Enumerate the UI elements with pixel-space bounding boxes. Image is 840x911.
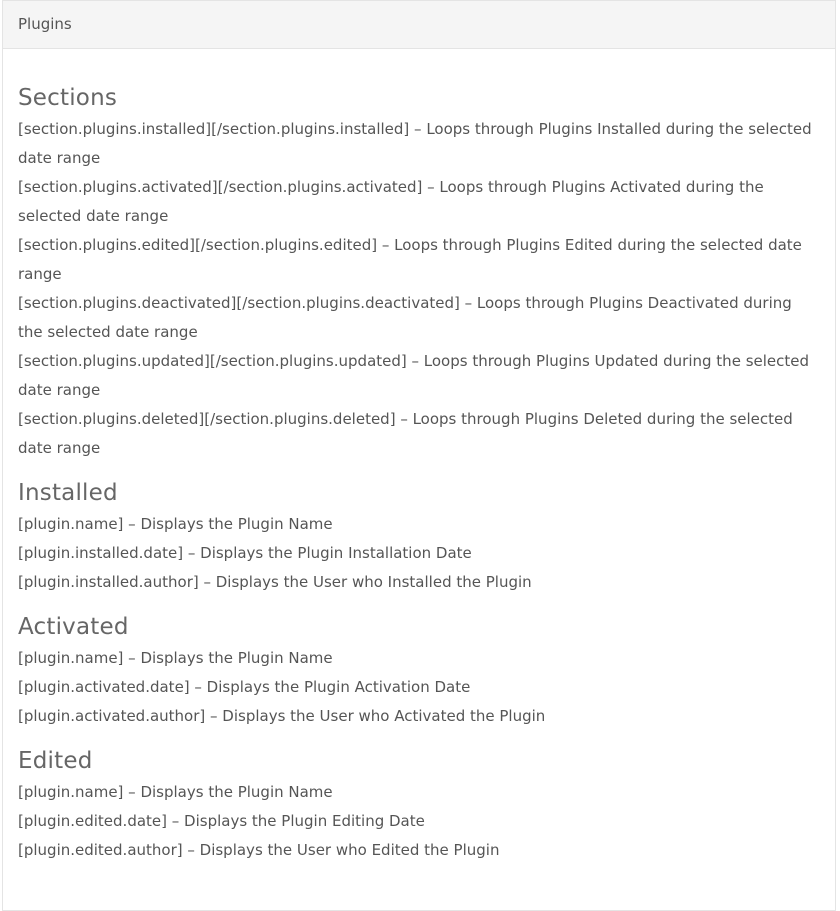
list-item: [section.plugins.edited][/section.plugins.edited] – Loops through Plugins Edited during the selected date range (18, 236, 802, 283)
sections-heading: Sections (18, 85, 118, 111)
panel-title: Plugins (3, 1, 835, 49)
list-item: [plugin.activated.date] – Displays the Plugin Activation Date (18, 678, 471, 696)
activated-group (18, 612, 835, 731)
activated-list (18, 644, 835, 731)
list-item: [plugin.installed.date] – Displays the Plugin Installation Date (18, 544, 472, 562)
list-item: [section.plugins.installed][/section.plugins.installed] – Loops through Plugins Installed during the selected date range (18, 120, 812, 167)
installed-heading: Installed (18, 480, 118, 506)
list-item: [section.plugins.updated][/section.plugins.updated] – Loops through Plugins Updated during the selected date range (18, 352, 810, 399)
plugins-panel (2, 0, 836, 911)
list-item: [plugin.name] – Displays the Plugin Name (18, 783, 333, 801)
list-item: [section.plugins.activated][/section.plugins.activated] – Loops through Plugins Activated during the selected date range (18, 178, 764, 225)
installed-list (18, 510, 835, 597)
edited-heading: Edited (18, 748, 93, 774)
list-item: [plugin.edited.author] – Displays the User who Edited the Plugin (18, 841, 500, 859)
list-item: [section.plugins.deleted][/section.plugins.deleted] – Loops through Plugins Deleted during the selected date range (18, 410, 793, 457)
list-item: [plugin.name] – Displays the Plugin Name (18, 515, 333, 533)
panel-body (3, 49, 835, 865)
edited-list (18, 778, 835, 865)
installed-group (18, 478, 835, 597)
sections-group (18, 83, 835, 463)
list-item: [plugin.installed.author] – Displays the User who Installed the Plugin (18, 573, 532, 591)
list-item: [plugin.edited.date] – Displays the Plugin Editing Date (18, 812, 425, 830)
sections-list (18, 115, 835, 463)
list-item: [plugin.activated.author] – Displays the User who Activated the Plugin (18, 707, 546, 725)
edited-group (18, 746, 835, 865)
list-item: [section.plugins.deactivated][/section.plugins.deactivated] – Loops through Plugins Deactivated during the selected date range (18, 294, 792, 341)
activated-heading: Activated (18, 614, 129, 640)
list-item: [plugin.name] – Displays the Plugin Name (18, 649, 333, 667)
